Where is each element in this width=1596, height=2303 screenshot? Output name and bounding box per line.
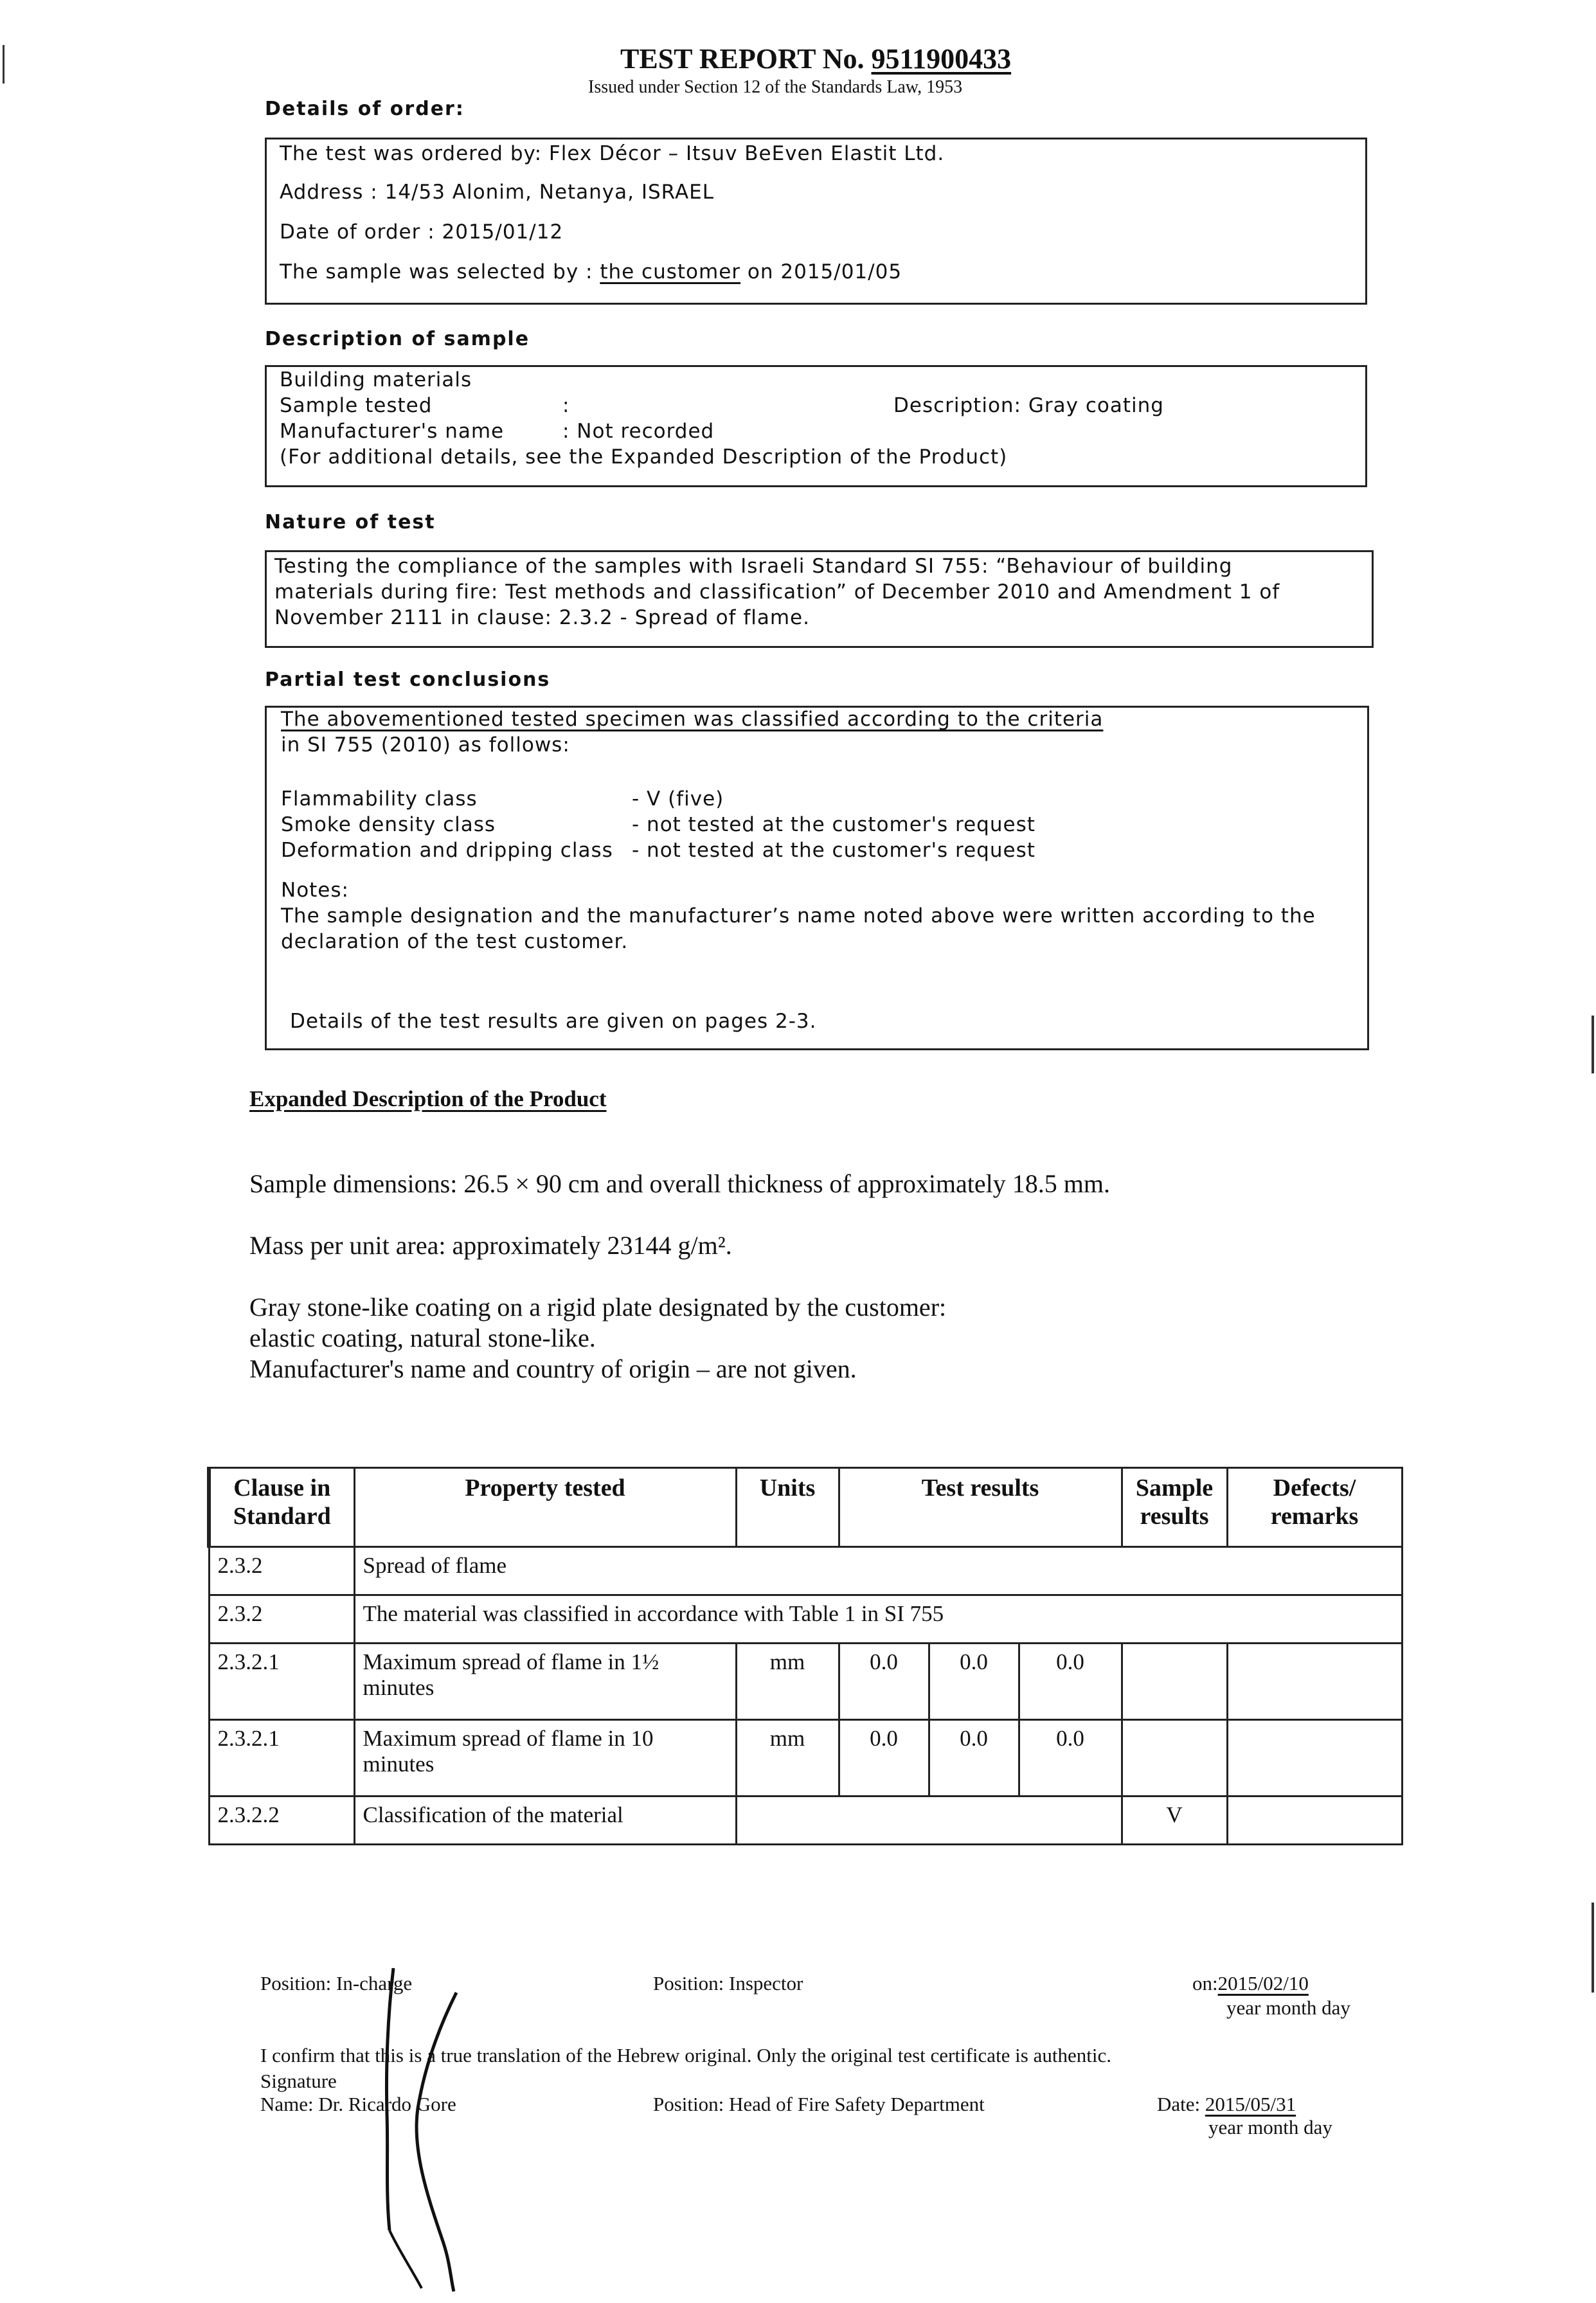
conclusions-details: Details of the test results are given on pages 2-3.: [290, 1010, 817, 1033]
order-box: [265, 138, 1367, 305]
conclusions-intro-2: in SI 755 (2010) as follows:: [281, 733, 570, 757]
handwritten-signature: [360, 1960, 495, 2295]
class-label-deformation: Deformation and dripping class: [281, 839, 613, 862]
signature-date: [1157, 2093, 1296, 2116]
signature-date-label: Date:: [1157, 2093, 1201, 2115]
header-test-results: Test results: [839, 1468, 1122, 1547]
year-month-day-2: year month day: [1208, 2116, 1332, 2138]
position-inspector: Position: Inspector: [653, 1972, 803, 1994]
order-selected-suffix: on 2015/01/05: [740, 260, 902, 283]
cell-result-2: 0.0: [929, 1720, 1019, 1797]
signature-label: Signature: [260, 2070, 337, 2092]
report-subtitle: Issued under Section 12 of the Standards Law, 1953: [588, 77, 963, 97]
sample-heading: Description of sample: [265, 328, 530, 350]
header-clause: Clause in Standard: [209, 1468, 354, 1547]
scan-edge-mark: [1592, 1016, 1594, 1073]
signature-date-value: 2015/05/31: [1205, 2093, 1296, 2115]
position-in-charge: Position: In-charge: [260, 1972, 413, 1994]
order-ordered-by: The test was ordered by: Flex Décor – Itsuv BeEven Elastit Ltd.: [280, 142, 945, 165]
cell-clause: 2.3.2.1: [209, 1720, 354, 1797]
nature-box: [265, 550, 1374, 648]
translation-confirmation: I confirm that this is a true translation of the Hebrew original. Only the original test certificate is authentic.: [260, 2044, 1111, 2066]
cell-clause: 2.3.2: [209, 1595, 354, 1644]
position-head: Position: Head of Fire Safety Department: [653, 2093, 985, 2115]
notes-label: Notes:: [281, 879, 349, 902]
class-label-flammability: Flammability class: [281, 787, 478, 811]
sample-category: Building materials: [280, 368, 472, 391]
sample-tested-colon: :: [562, 394, 570, 417]
notes-line-1: The sample designation and the manufacturer’s name noted above were written according to the: [281, 904, 1316, 927]
product-dimensions: Sample dimensions: 26.5 × 90 cm and overall thickness of approximately 18.5 mm.: [249, 1169, 1111, 1198]
on-date-label: on:: [1192, 1972, 1218, 1994]
conclusions-heading: Partial test conclusions: [265, 668, 551, 691]
sample-note: (For additional details, see the Expanded Description of the Product): [280, 445, 1008, 469]
cell-sample-result: V: [1122, 1797, 1227, 1845]
nature-heading: Nature of test: [265, 511, 436, 533]
cell-property: Classification of the material: [354, 1797, 736, 1845]
nature-line-3: November 2111 in clause: 2.3.2 - Spread of flame.: [274, 606, 810, 629]
cell-units: mm: [736, 1644, 839, 1720]
cell-sample-result: [1122, 1644, 1227, 1720]
scan-edge-mark: [3, 45, 4, 84]
sample-manufacturer-value: : Not recorded: [562, 420, 715, 443]
product-desc-1: Gray stone-like coating on a rigid plate designated by the customer:: [249, 1293, 947, 1322]
cell-result-3: 0.0: [1019, 1644, 1122, 1720]
table-row: [209, 1720, 1402, 1797]
product-mass: Mass per unit area: approximately 23144 g/m².: [249, 1231, 732, 1260]
table-row: [209, 1547, 1402, 1595]
table-row: [209, 1644, 1402, 1720]
report-title: [620, 42, 1011, 75]
cell-sample-result: [1122, 1720, 1227, 1797]
table-row: [209, 1797, 1402, 1845]
cell-clause: 2.3.2.2: [209, 1797, 354, 1845]
order-selected-prefix: The sample was selected by :: [280, 260, 600, 283]
report-title-prefix: TEST REPORT No.: [620, 43, 865, 75]
cell-remarks: [1227, 1720, 1402, 1797]
header-property: Property tested: [354, 1468, 736, 1547]
header-defects-remarks: Defects/ remarks: [1227, 1468, 1402, 1547]
header-units: Units: [736, 1468, 839, 1547]
cell-property: Maximum spread of flame in 10 minutes: [354, 1720, 736, 1797]
sample-box: [265, 365, 1367, 487]
order-heading: Details of order:: [265, 98, 465, 120]
results-table: [207, 1467, 1403, 1845]
cell-result-1: 0.0: [839, 1720, 929, 1797]
class-value-flammability: - V (five): [632, 787, 724, 811]
cell-clause: 2.3.2.1: [209, 1644, 354, 1720]
nature-line-1: Testing the compliance of the samples with Israeli Standard SI 755: “Behaviour of building: [274, 555, 1233, 578]
on-date: [1192, 1972, 1309, 1995]
table-header-row: [209, 1468, 1402, 1547]
cell-remarks: [1227, 1797, 1402, 1845]
order-selected: [280, 260, 902, 283]
cell-result-1: 0.0: [839, 1644, 929, 1720]
order-selected-by: the customer: [600, 260, 741, 283]
report-number: 9511900433: [871, 43, 1012, 75]
cell-empty-results: [736, 1797, 1122, 1845]
sample-description: Description: Gray coating: [893, 394, 1164, 417]
cell-remarks: [1227, 1644, 1402, 1720]
signatory-name: Name: Dr. Ricardo Gore: [260, 2093, 456, 2115]
conclusions-intro-1: The abovementioned tested specimen was classified according to the criteria: [281, 708, 1104, 731]
notes-line-2: declaration of the test customer.: [281, 930, 629, 953]
product-desc-3: Manufacturer's name and country of origin – are not given.: [249, 1354, 857, 1383]
nature-line-2: materials during fire: Test methods and classification” of December 2010 and Amendment 1 of: [274, 580, 1280, 604]
on-date-value: 2015/02/10: [1217, 1972, 1309, 1994]
sample-tested-label: Sample tested: [280, 394, 433, 417]
header-sample-results: Sample results: [1122, 1468, 1227, 1547]
order-address: Address : 14/53 Alonim, Netanya, ISRAEL: [280, 181, 715, 204]
class-value-deformation: - not tested at the customer's request: [632, 839, 1036, 862]
cell-spanning-text: Spread of flame: [354, 1547, 1402, 1595]
class-label-smoke: Smoke density class: [281, 813, 496, 836]
year-month-day-1: year month day: [1226, 1996, 1350, 2019]
cell-property: Maximum spread of flame in 1½ minutes: [354, 1644, 736, 1720]
table-row: [209, 1595, 1402, 1644]
class-value-smoke: - not tested at the customer's request: [632, 813, 1036, 836]
sample-manufacturer-label: Manufacturer's name: [280, 420, 505, 443]
product-heading: Expanded Description of the Product: [249, 1086, 607, 1111]
cell-spanning-text: The material was classified in accordance with Table 1 in SI 755: [354, 1595, 1402, 1644]
cell-result-3: 0.0: [1019, 1720, 1122, 1797]
scan-edge-mark: [1592, 1903, 1594, 1993]
order-date: Date of order : 2015/01/12: [280, 220, 564, 244]
product-desc-2: elastic coating, natural stone-like.: [249, 1323, 596, 1352]
cell-clause: 2.3.2: [209, 1547, 354, 1595]
cell-result-2: 0.0: [929, 1644, 1019, 1720]
cell-units: mm: [736, 1720, 839, 1797]
conclusions-box: [265, 706, 1369, 1050]
